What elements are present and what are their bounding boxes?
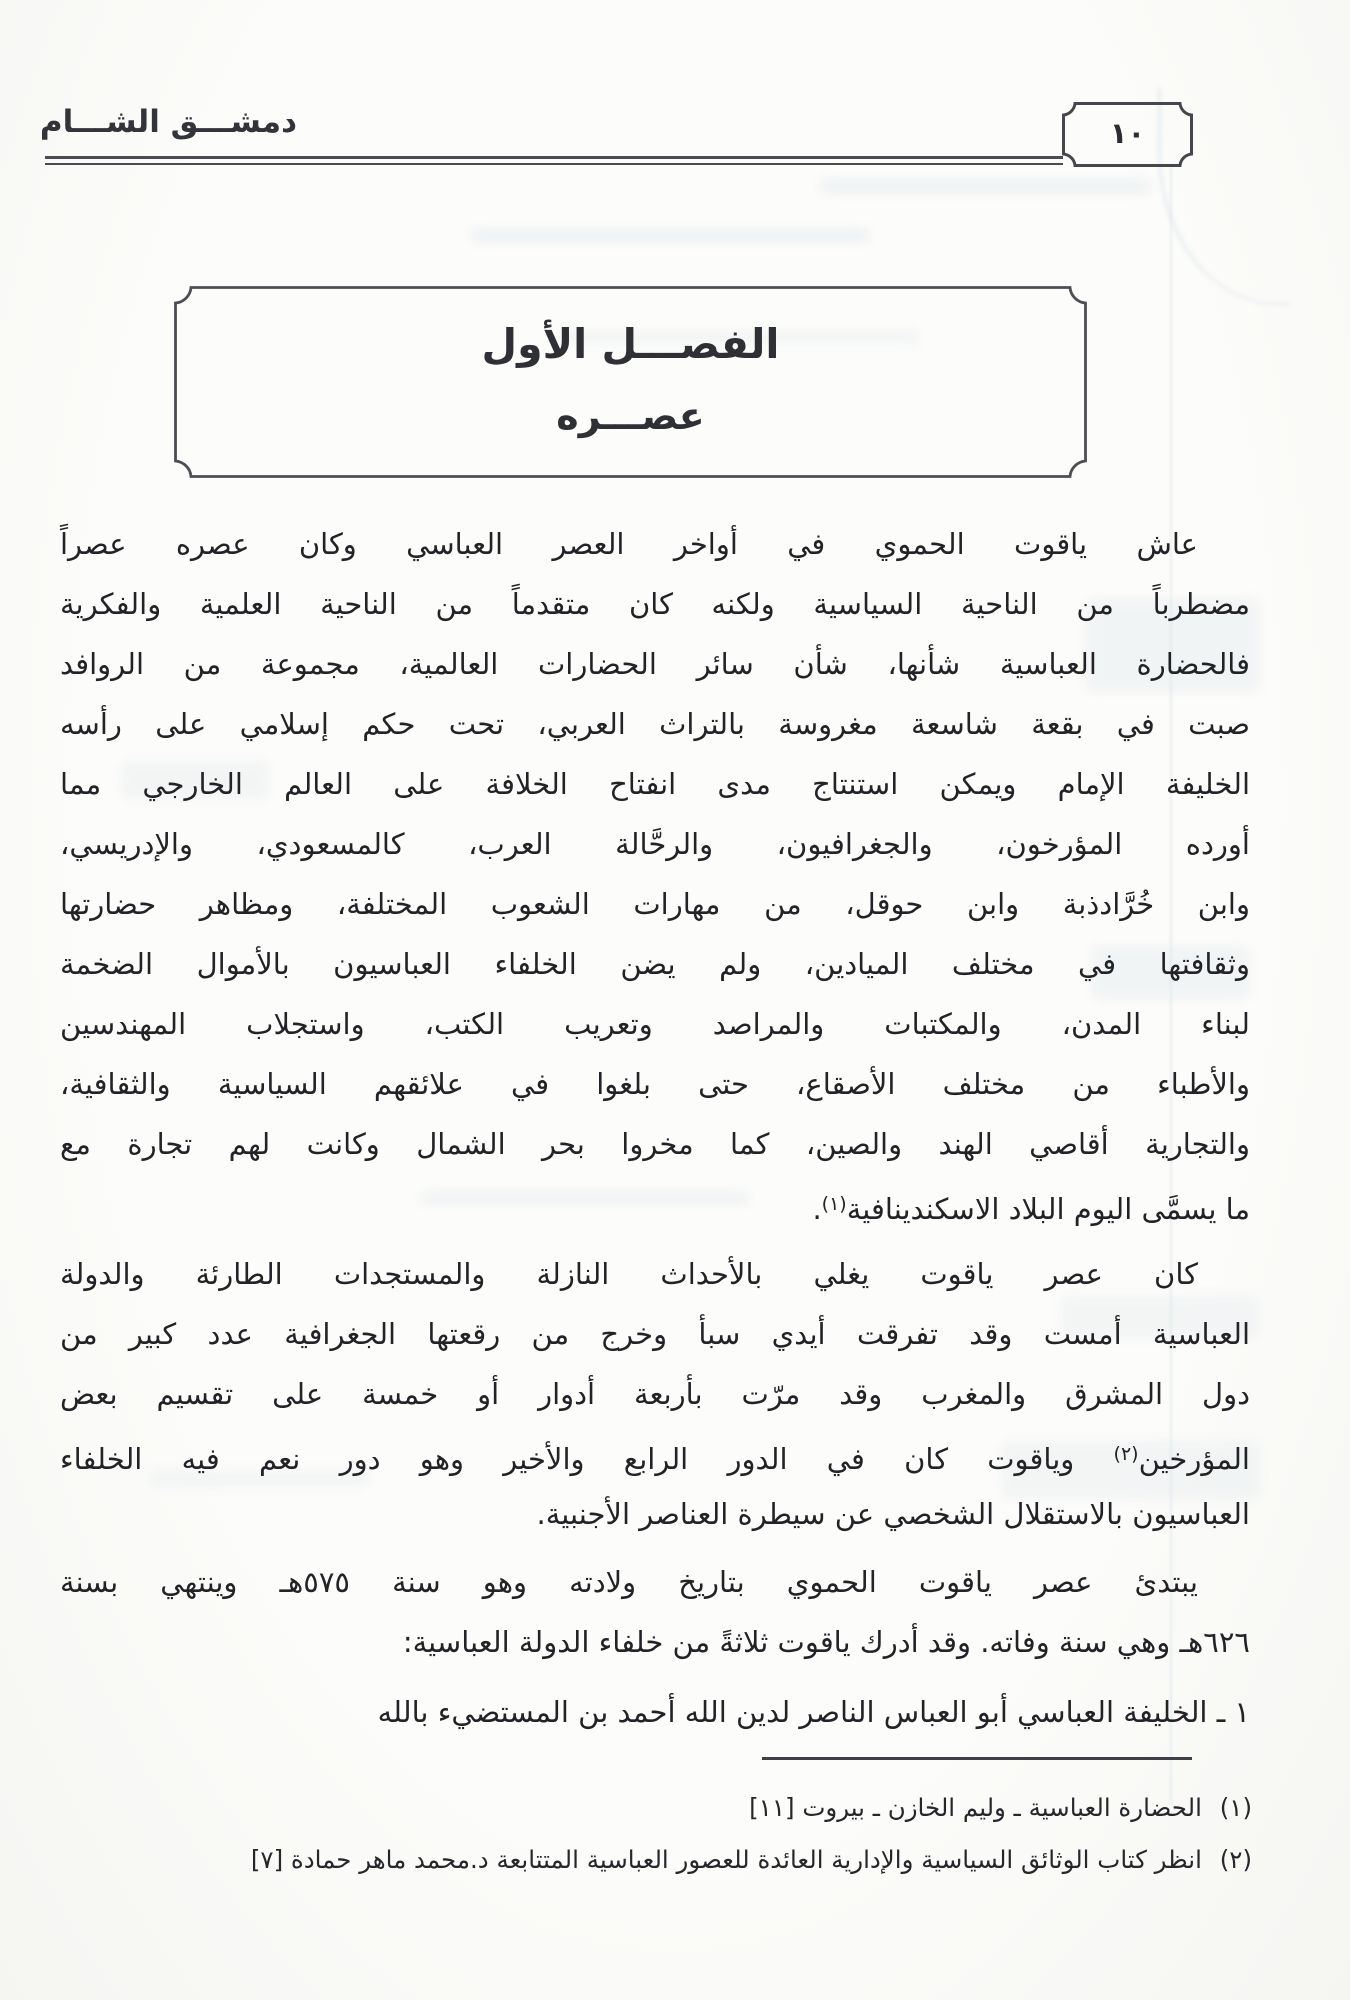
footnote-1-marker: (١)	[1219, 1793, 1252, 1822]
text-line	[60, 1424, 1250, 1484]
chapter-heading-box	[174, 286, 1087, 478]
chapter-box-frame	[174, 286, 1087, 478]
chapter-subtitle: عصـــره	[556, 394, 705, 438]
text-line: صبت في بقعة شاسعة مغروسة بالتراث العربي، تحت حكم إسلامي على رأسه	[60, 707, 1250, 741]
text-line: الخليفة الإمام ويمكن استنتاج مدى انفتاح الخلافة على العالم الخارجي مما	[60, 767, 1250, 801]
page-number: ١٠	[1109, 115, 1146, 150]
text-segment: .	[812, 1192, 822, 1226]
text-line: وابن خُرَّادذبة وابن حوقل، من مهارات الشعوب المختلفة، ومظاهر حضارتها	[60, 887, 1250, 921]
text-segment: ما يسمَّى اليوم البلاد الاسكندينافية	[846, 1192, 1250, 1226]
text-line: عاش ياقوت الحموي في أواخر العصر العباسي وكان عصره عصراً	[60, 527, 1198, 561]
paragraph-3	[60, 1552, 1250, 1672]
bleed-through-artifact	[820, 178, 1150, 194]
text-line: ٦٢٦هـ وهي سنة وفاته. وقد أدرك ياقوت ثلاثةً من خلفاء الدولة العباسية:	[402, 1625, 1250, 1659]
bleed-through-artifact	[470, 228, 870, 243]
header-rule-bottom	[45, 163, 1063, 165]
footnote-ref-1: (١)	[821, 1193, 847, 1215]
text-line: كان عصر ياقوت يغلي بالأحداث النازلة والمستجدات الطارئة والدولة	[60, 1257, 1198, 1291]
text-line: أورده المؤرخون، والجغرافيون، والرحَّالة العرب، كالمسعودي، والإدريسي،	[60, 827, 1250, 861]
footnote-2-marker: (٢)	[1219, 1845, 1252, 1874]
footnote-separator	[762, 1757, 1192, 1760]
text-line: يبتدئ عصر ياقوت الحموي بتاريخ ولادته وهو سنة ٥٧٥هـ وينتهي بسنة	[60, 1565, 1198, 1599]
text-line: والتجارية أقاصي الهند والصين، كما مخروا بحر الشمال وكانت لهم تجارة مع	[60, 1127, 1250, 1161]
text-line: لبناء المدن، والمكتبات والمراصد وتعريب الكتب، واستجلاب المهندسين	[60, 1007, 1250, 1041]
page-number-box	[1062, 102, 1193, 167]
text-line: والأطباء من مختلف الأصقاع، حتى بلغوا في علائقهم السياسية والثقافية،	[60, 1067, 1250, 1101]
paragraph-2	[60, 1244, 1250, 1544]
footnote-ref-2: (٢)	[1113, 1443, 1139, 1465]
footnote-2	[60, 1840, 1252, 1880]
text-line	[60, 1174, 1250, 1234]
text-line: فالحضارة العباسية شأنها، شأن سائر الحضارات العالمية، مجموعة من الروافد	[60, 647, 1250, 681]
running-head-book-title: دمشـــق الشـــام	[39, 104, 297, 140]
footnote-1	[60, 1788, 1252, 1828]
footnote-2-text: انظر كتاب الوثائق السياسية والإدارية العائدة للعصور العباسية المتتابعة د.محمد ماهر حمادة [٧]	[250, 1845, 1202, 1874]
header-rule-top	[45, 156, 1063, 159]
list-item-caliph-1: ١ ـ الخليفة العباسي أبو العباس الناصر لدين الله أحمد بن المستضيء بالله	[377, 1695, 1250, 1729]
text-line: العباسيون بالاستقلال الشخصي عن سيطرة العناصر الأجنبية.	[536, 1497, 1250, 1531]
text-line: وثقافتها في مختلف الميادين، ولم يضن الخلفاء العباسيون بالأموال الضخمة	[60, 947, 1250, 981]
text-segment: وياقوت كان في الدور الرابع والأخير وهو دور نعم فيه الخلفاء	[60, 1442, 1114, 1476]
footnote-1-text: الحضارة العباسية ـ وليم الخازن ـ بيروت [١١]	[749, 1793, 1202, 1822]
chapter-title: الفصـــل الأول	[481, 320, 780, 368]
text-line: مضطرباً من الناحية السياسية ولكنه كان متقدماً من الناحية العلمية والفكرية	[60, 587, 1250, 621]
paragraph-1	[60, 514, 1250, 1234]
text-segment: المؤرخين	[1138, 1442, 1250, 1476]
text-line: دول المشرق والمغرب وقد مرّت بأربعة أدوار أو خمسة على تقسيم بعض	[60, 1377, 1250, 1411]
text-line: العباسية أمست وقد تفرقت أيدي سبأ وخرج من رقعتها الجغرافية عدد كبير من	[60, 1317, 1250, 1351]
